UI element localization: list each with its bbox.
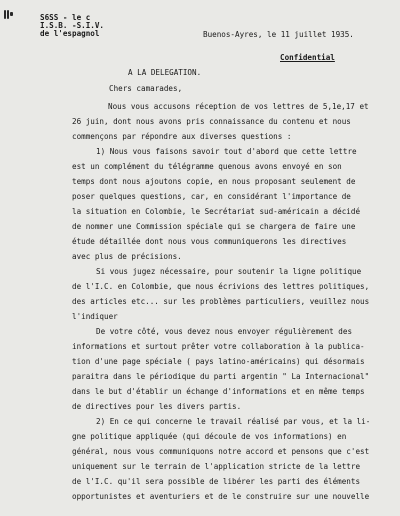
body-line: temps dont nous ajoutons copie, en nous proposant seulement de <box>72 177 356 186</box>
body-line: Nous vous accusons réception de vos lettres de 5,1e,17 et <box>108 102 369 111</box>
body-line: poser quelques questions, car, en considérant l'importance de <box>72 192 351 201</box>
body-line: dans le but d'établir un échange d'informations et en même temps <box>72 387 365 396</box>
body-line: informations et surtout prêter votre collaboration à la publica- <box>72 342 365 351</box>
body-line: des articles etc... sur les problèmes particuliers, veuillez nous <box>72 297 370 306</box>
addressee: A LA DELEGATION. <box>128 68 202 77</box>
body-line: tion d'une page spéciale ( pays latino-américains) qui désormais <box>72 357 365 366</box>
body-line: opportunistes et aventuriers et de le construire sur une nouvelle <box>72 492 370 501</box>
scan-artifact <box>4 10 6 19</box>
scan-artifact <box>7 10 9 19</box>
body-line: 2) En ce qui concerne le travail réalisé par vous, et la li- <box>96 417 371 426</box>
body-line: de l'I.C. qu'il sera possible de libérer les parti des éléments <box>72 477 361 486</box>
body-line: 1) Nous vous faisons savoir tout d'abord que cette lettre <box>96 147 357 156</box>
body-line: de nommer une Commission spéciale qui se chargera de faire une <box>72 222 356 231</box>
body-line: la situation en Colombie, le Secrétariat sud-américain a décidé <box>72 207 361 216</box>
reference-block <box>40 14 104 38</box>
body-line: Si vous jugez nécessaire, pour soutenir la ligne politique <box>96 267 362 276</box>
body-line: étude détaillée dont nous vous communiquerons les directives <box>72 237 347 246</box>
body-line: gne politique appliquée (qui découle de vos informations) en <box>72 432 347 441</box>
body-line: général, nous vous communiquons notre accord et pensons que c'est <box>72 447 370 456</box>
salutation: Chers camarades, <box>109 84 183 93</box>
body-line: commençons par répondre aux diverses questions : <box>72 132 292 141</box>
body-line: paraitra dans le périodique du parti argentin " La Internacional" <box>72 372 370 381</box>
body-line: de directives pour les divers partis. <box>72 402 242 411</box>
body-line: avec plus de précisions. <box>72 252 182 261</box>
body-line: l'indiquer <box>72 312 118 321</box>
body-line: uniquement sur le terrain de l'application stricte de la lettre <box>72 462 361 471</box>
body-line: est un complément du télégramme quenous avons envoyé en son <box>72 162 342 171</box>
reference-line: S6SS - le c <box>40 13 91 22</box>
body-line: 26 juin, dont nous avons pris connaissance du contenu et nous <box>72 117 351 126</box>
scan-artifact <box>10 12 13 16</box>
body-line: De votre côté, vous devez nous envoyer régulièrement des <box>96 327 353 336</box>
body-line: de l'I.C. en Colombie, que nous écrivions des lettres politiques, <box>72 282 370 291</box>
place-date: Buenos-Ayres, le 11 juillet 1935. <box>203 30 354 39</box>
reference-line: de l'espagnol <box>40 29 100 38</box>
letter-body <box>72 99 372 504</box>
reference-line: I.S.B. -S.I.V. <box>40 21 105 30</box>
confidential-label: Confidential <box>280 53 335 62</box>
